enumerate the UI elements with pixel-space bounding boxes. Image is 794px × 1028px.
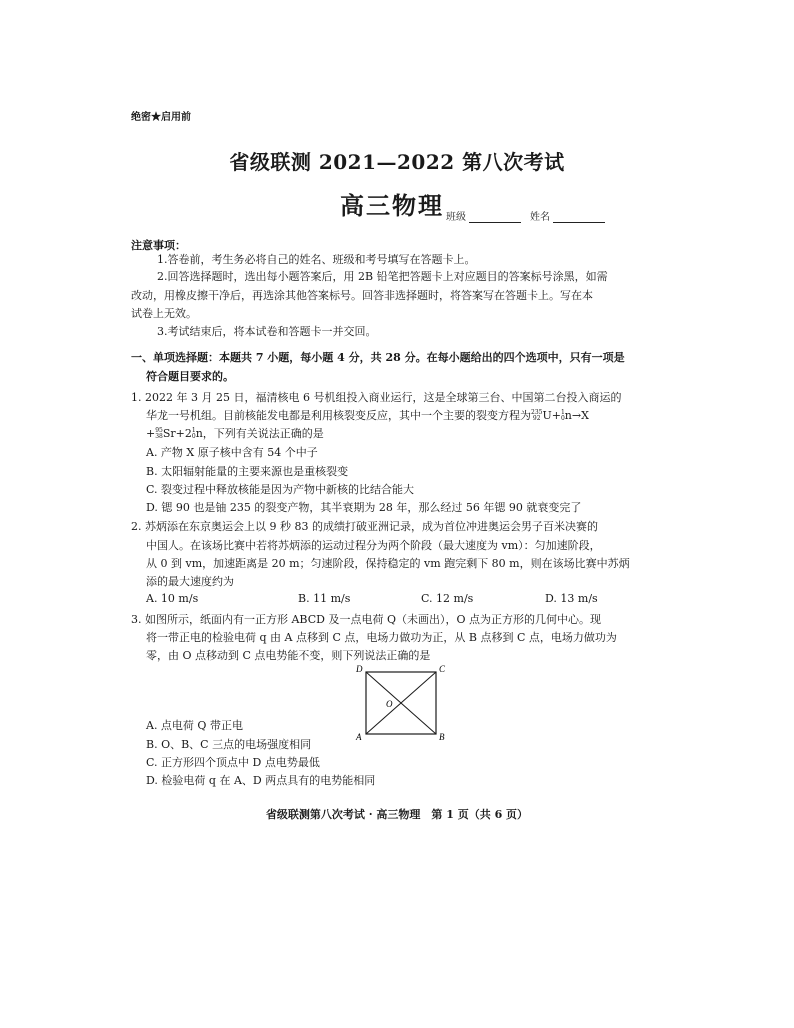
class-blank: [469, 211, 521, 223]
notice-item-2-line-2: 改动，用橡皮擦干净后，再选涂其他答案标号。回答非选择题时，将答案写在答题卡上。写在本: [131, 289, 593, 302]
q3-line-2: 将一带正电的检验电荷 q 由 A 点移到 C 点，电场力做功为正，从 B 点移到 C 点，电场力做功为: [146, 631, 617, 644]
notice-item-3: 3.考试结束后，将本试卷和答题卡一并交回。: [157, 325, 377, 338]
q2-option-c: C. 12 m/s: [421, 592, 474, 605]
q1-line-1: 1. 2022 年 3 月 25 日，福清核电 6 号机组投入商业运行，这是全球第三台、中国第二台投入商运的: [131, 391, 622, 404]
vertex-label-a: A: [356, 732, 362, 742]
q2-line-2: 中国人。在该场比赛中若将苏炳添的运动过程分为两个阶段（最大速度为 vm）：匀加速阶段，: [146, 539, 601, 552]
vertex-label-c: C: [439, 664, 446, 674]
n-charge-number: 0: [560, 415, 565, 422]
q1-neutron-arrow: n→X: [564, 409, 589, 422]
q2-line-4: 添的最大速度约为: [146, 575, 234, 588]
u-nuclide-numbers: [531, 410, 542, 422]
u-charge-number: 92: [532, 415, 541, 422]
q1-option-d: D. 锶 90 也是铀 235 的裂变产物，其半衰期为 28 年，那么经过 56 年锶 90 就衰变完了: [146, 501, 582, 514]
class-label: 班级: [446, 212, 466, 223]
q3-option-c: C. 正方形四个顶点中 D 点电势最低: [146, 756, 320, 769]
name-field: [530, 208, 605, 223]
q3-option-b: B. O、B、C 三点的电场强度相同: [146, 738, 312, 751]
name-blank: [553, 211, 605, 223]
section-1-heading-line-2: 符合题目要求的。: [146, 370, 234, 383]
square-abcd-diagram: [350, 664, 454, 744]
q3-option-d: D. 检验电荷 q 在 A、D 两点具有的电势能相同: [146, 774, 376, 787]
q1-uranium-symbol: U+: [542, 409, 561, 422]
u-mass-number: 235: [531, 409, 543, 416]
page-footer: 省级联测第八次考试 · 高三物理 第 1 页（共 6 页）: [265, 808, 529, 821]
q1-line-3-text: n，下列有关说法正确的是: [195, 427, 324, 440]
q2-line-3: 从 0 到 vm，加速距离是 20 m；匀速阶段，保持稳定的 vm 跑完剩下 80 m，则在该场比赛中苏炳: [146, 557, 630, 570]
notice-item-2-line-3: 试卷上无效。: [131, 307, 197, 320]
confidential-mark: 绝密★启用前: [131, 112, 191, 123]
q1-option-b: B. 太阳辐射能量的主要来源也是重核裂变: [146, 465, 349, 478]
q1-line-2-text: 华龙一号机组。目前核能发电都是利用核裂变反应，其中一个主要的裂变方程为: [146, 409, 531, 422]
q3-option-a: A. 点电荷 Q 带正电: [146, 719, 243, 732]
sr-nuclide-numbers: [155, 428, 163, 440]
q2-line-1: 2. 苏炳添在东京奥运会上以 9 秒 83 的成绩打破亚洲记录，成为首位冲进奥运会男子百米决赛的: [131, 520, 598, 533]
q1-strontium-symbol: Sr+2: [162, 427, 192, 440]
notice-item-2-line-1: 2.回答选择题时，选出每小题答案后，用 2B 铅笔把答题卡上对应题目的答案标号涂黑，如需: [157, 270, 608, 283]
q1-option-c: C. 裂变过程中释放核能是因为产物中新核的比结合能大: [146, 483, 415, 496]
class-field: [446, 208, 521, 223]
q1-line-3: [146, 424, 324, 444]
notice-item-1: 1.答卷前，考生务必将自己的姓名、班级和考号填写在答题卡上。: [157, 253, 476, 266]
sr-charge-number: 38: [155, 433, 163, 440]
q2-option-a: A. 10 m/s: [146, 592, 199, 605]
vertex-label-d: D: [356, 664, 363, 674]
q3-line-1: 3. 如图所示，纸面内有一正方形 ABCD 及一点电荷 Q（未画出），O 点为正方形的几何中心。现: [131, 613, 601, 626]
name-label: 姓名: [530, 212, 550, 223]
q3-line-3: 零，由 O 点移动到 C 点电势能不变，则下列说法正确的是: [146, 649, 431, 662]
q1-plus: +: [146, 427, 156, 440]
exam-title: 省级联测 2021—2022 第八次考试: [229, 150, 565, 174]
q1-line-2: [146, 406, 589, 426]
subject-title: 高三物理: [340, 191, 444, 220]
n-mass-number: 1: [560, 409, 565, 416]
n-mass-number-2: 1: [191, 427, 196, 434]
n-charge-number-2: 0: [191, 433, 196, 440]
q2-option-d: D. 13 m/s: [545, 592, 598, 605]
q1-option-a: A. 产物 X 原子核中含有 54 个中子: [146, 446, 318, 459]
notice-heading: 注意事项：: [131, 239, 186, 252]
center-label-o: O: [386, 699, 393, 709]
q2-option-b: B. 11 m/s: [298, 592, 351, 605]
sr-mass-number: 95: [155, 427, 163, 434]
section-1-heading-line-1: 一、单项选择题：本题共 7 小题，每小题 4 分，共 28 分。在每小题给出的四个选项中，只有一项是: [131, 351, 625, 364]
vertex-label-b: B: [439, 732, 445, 742]
